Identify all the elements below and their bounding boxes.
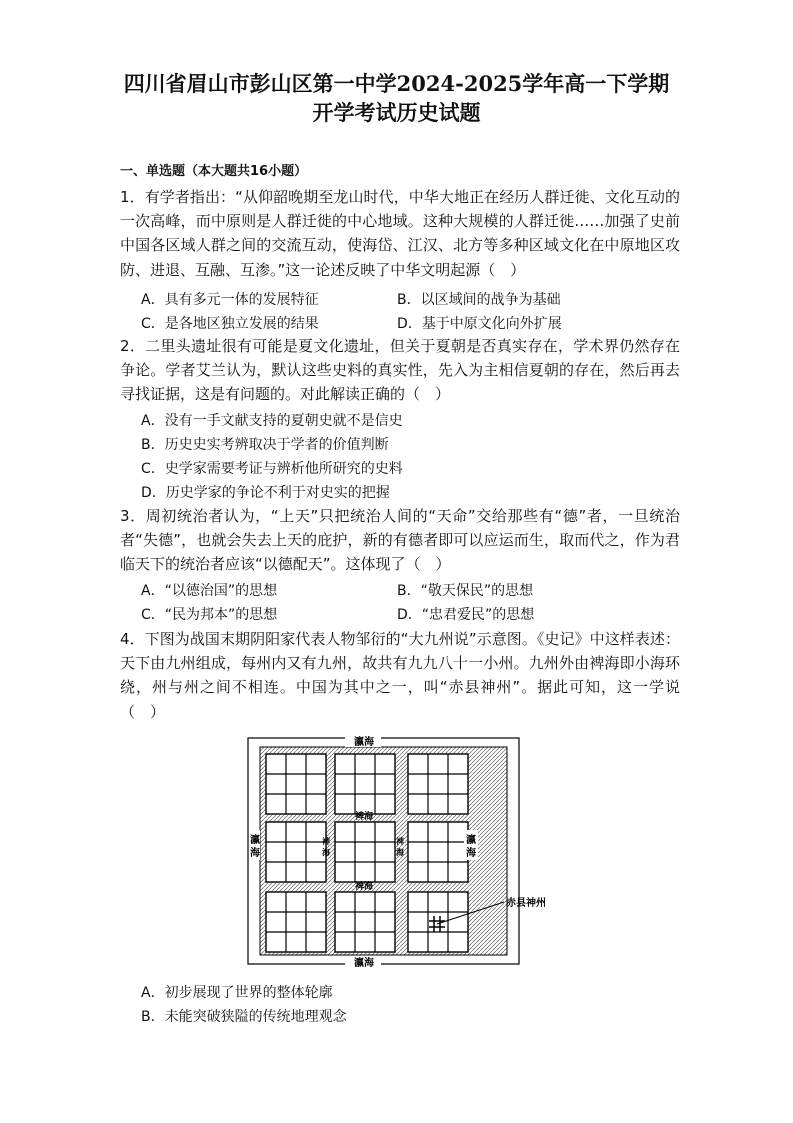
inner-sea-label-right-2: 海 [396,848,404,857]
question-1-stem: 1．有学者指出：“从仰韶晚期至龙山时代，中华大地正在经历人群迁徙、文化互动的一次高峰，而中原则是人群迁徙的中心地域。这种大规模的人群迁徙……加强了史前中国各区域人群之间的交流互动，使海岱、江汉、北方等多种区域文化在中原地区攻防、进退、互融、互渗。”这一论述反映了中华文明起源（ ） [120,188,680,279]
section-heading: 一、单选题（本大题共16小题） [120,164,308,179]
continent-block-1 [266,754,326,814]
q1-option-a[interactable]: A．具有多元一体的发展特征 [141,292,319,308]
question-3-stem: 3．周初统治者认为，“上天”只把统治人间的“天命”交给那些有“德”者，一旦统治者“失德”，也就会失去上天的庇护，新的有德者即可以应运而生，取而代之，作为君临天下的统治者应该“以德配天”。这体现了（ ） [120,507,680,574]
q4-option-b[interactable]: B．未能突破狭隘的传统地理观念 [141,1009,347,1025]
q1-option-d[interactable]: D．基于中原文化向外扩展 [397,316,562,332]
continent-block-7 [266,892,326,952]
continent-block-4 [266,822,326,882]
question-2-stem: 2．二里头遗址很有可能是夏文化遗址，但关于夏朝是否真实存在，学术界仍然存在争论。学者艾兰认为，默认这些史料的真实性，先入为主相信夏朝的存在，然后再去寻找证据，这是有问题的。对此解读正确的（ ） [120,337,680,404]
title-line-2: 开学考试历史试题 [312,100,481,125]
continent-block-3 [408,754,468,814]
q2-option-c[interactable]: C．史学家需要考证与辨析他所研究的史料 [141,461,403,477]
ocean-label-right-1: 瀛 [466,835,476,846]
ocean-label-left-1: 瀛 [250,835,260,846]
inner-sea-label-bottom: 裨海 [354,882,374,892]
continent-block-5 [335,822,395,882]
ocean-label-top: 瀛海 [354,737,374,748]
inner-sea-label-left-1: 裨 [322,837,330,846]
ocean-label-right-2: 海 [466,848,476,859]
q2-option-b[interactable]: B．历史史实考辨取决于学者的价值判断 [141,437,389,453]
q4-option-a[interactable]: A．初步展现了世界的整体轮廓 [141,985,333,1001]
inner-sea-label-left-2: 海 [322,848,330,857]
q1-option-b[interactable]: B．以区域间的战争为基础 [397,292,561,308]
q3-option-d[interactable]: D．“忠君爱民”的思想 [397,607,535,623]
title-line-1: 四川省眉山市彭山区第一中学2024-2025学年高一下学期 [123,71,670,96]
ocean-label-bottom: 瀛海 [354,958,374,969]
continent-blocks [266,754,468,952]
q2-option-a[interactable]: A．没有一手文献支持的夏朝史就不是信史 [141,413,403,429]
q2-option-d[interactable]: D．历史学家的争论不利于对史实的把握 [141,485,390,501]
ocean-label-left-2: 海 [250,848,260,859]
continent-block-2 [335,754,395,814]
question-4-stem: 4．下图为战国末期阴阳家代表人物邹衍的“大九州说”示意图。《史记》中这样表述：天下由九州组成，每州内又有九州，故共有九九八十一小州。九州外由裨海即小海环绕，州与州之间不相连。中国为其中之一，叫“赤县神州”。据此可知，这一学说（ ） [120,630,680,721]
inner-sea-label-right-1: 裨 [396,837,404,846]
continent-block-9 [408,892,468,952]
q3-option-c[interactable]: C．“民为邦本”的思想 [141,607,278,623]
inner-sea-label-top: 裨海 [354,812,374,822]
continent-block-6 [408,822,468,882]
q3-option-a[interactable]: A．“以德治国”的思想 [141,583,278,599]
china-label: 赤县神州 [506,898,546,909]
q3-option-b[interactable]: B．“敬天保民”的思想 [397,583,534,599]
q1-option-c[interactable]: C．是各地区独立发展的结果 [141,316,319,332]
nine-continents-diagram [240,735,560,970]
continent-block-8 [335,892,395,952]
